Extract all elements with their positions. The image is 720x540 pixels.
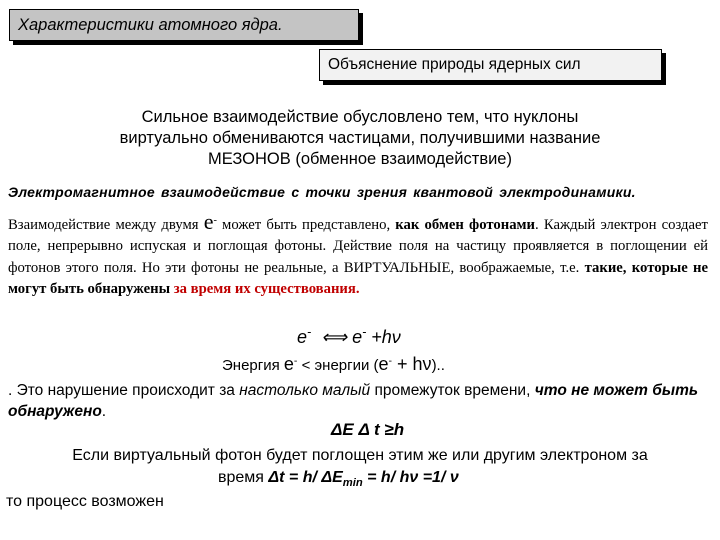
time-formula: Δt = h/ ΔE (268, 469, 343, 486)
para-part-2: может быть представлено, (216, 216, 396, 233)
em-heading: Электромагнитное взаимодействие с точки зрения квантовой электродинамики. (8, 184, 636, 200)
violation-part-3: промежуток времени, (370, 382, 535, 399)
para-bold-1: как обмен фотонами (395, 216, 536, 233)
formula-e-right-charge: - (362, 325, 367, 339)
para-part-1: Взаимодействие между двумя (8, 216, 204, 233)
violation-part-1: . Это нарушение происходит за (8, 382, 240, 399)
strong-line-3: МЕЗОНОВ (обменное взаимодействие) (208, 150, 512, 168)
electron-symbol: е (203, 208, 214, 234)
process-possible: то процесс возможен (6, 493, 164, 510)
time-formula-line (218, 469, 459, 489)
slide-title: Характеристики атомного ядра. (18, 16, 283, 34)
energy-photon: + hν (392, 354, 432, 374)
time-formula-rest: = h/ hν =1/ ν (362, 469, 459, 486)
uncertainty-relation: ΔE Δ t ≥h (331, 420, 405, 439)
energy-electron: е (283, 354, 294, 374)
energy-less-than: < энергии ( (297, 357, 379, 374)
energy-electron-2: е (378, 354, 389, 374)
energy-end: ).. (431, 357, 445, 374)
para-red: за время их существования. (170, 281, 360, 298)
formula-photon: +hν (366, 327, 401, 347)
violation-end: . (101, 403, 107, 420)
strong-interaction-text (40, 107, 680, 170)
violation-italic: настолько малый (239, 382, 371, 399)
energy-electron-charge: - (293, 355, 298, 367)
slide-subtitle: Объяснение природы ядерных сил (328, 56, 581, 73)
time-formula-sub: min (342, 477, 363, 490)
energy-electron-2-charge: - (388, 355, 393, 367)
strong-line-1: Сильное взаимодействие обусловлено тем, что нуклоны (141, 108, 579, 126)
virtual-photon-condition: Если виртуальный фотон будет поглощен этим же или другим электроном за (72, 447, 648, 464)
strong-line-2: виртуально обмениваются частицами, получившими название (119, 129, 601, 147)
energy-comparison (222, 354, 445, 375)
para-bold-2: такие, которые не могут быть обнаружены (8, 259, 709, 298)
formula-e-right: е (352, 327, 363, 347)
violation-text (8, 380, 708, 422)
photon-exchange-paragraph (8, 210, 708, 301)
para-part-3: . Каждый электрон создает поле, непрерывно испуская и поглощая фотоны. Действие поля на частицу проявляется в поглощении ей фотонов этого поля. Но эти фотоны не реальные, а ВИРТУАЛЬНЫЕ, воображаемые, т.е. (8, 216, 708, 276)
formula-e-left-charge: - (307, 325, 312, 339)
subtitle-box (319, 49, 662, 81)
violation-bold: что не может быть обнаружено (8, 382, 699, 420)
energy-label: Энергия (222, 357, 284, 374)
time-label: время (218, 469, 269, 486)
double-arrow-icon: ⟺ (321, 327, 348, 347)
formula-e-left: е (297, 327, 308, 347)
emission-formula (297, 325, 401, 348)
title-box (9, 9, 359, 41)
electron-charge: - (213, 215, 217, 226)
